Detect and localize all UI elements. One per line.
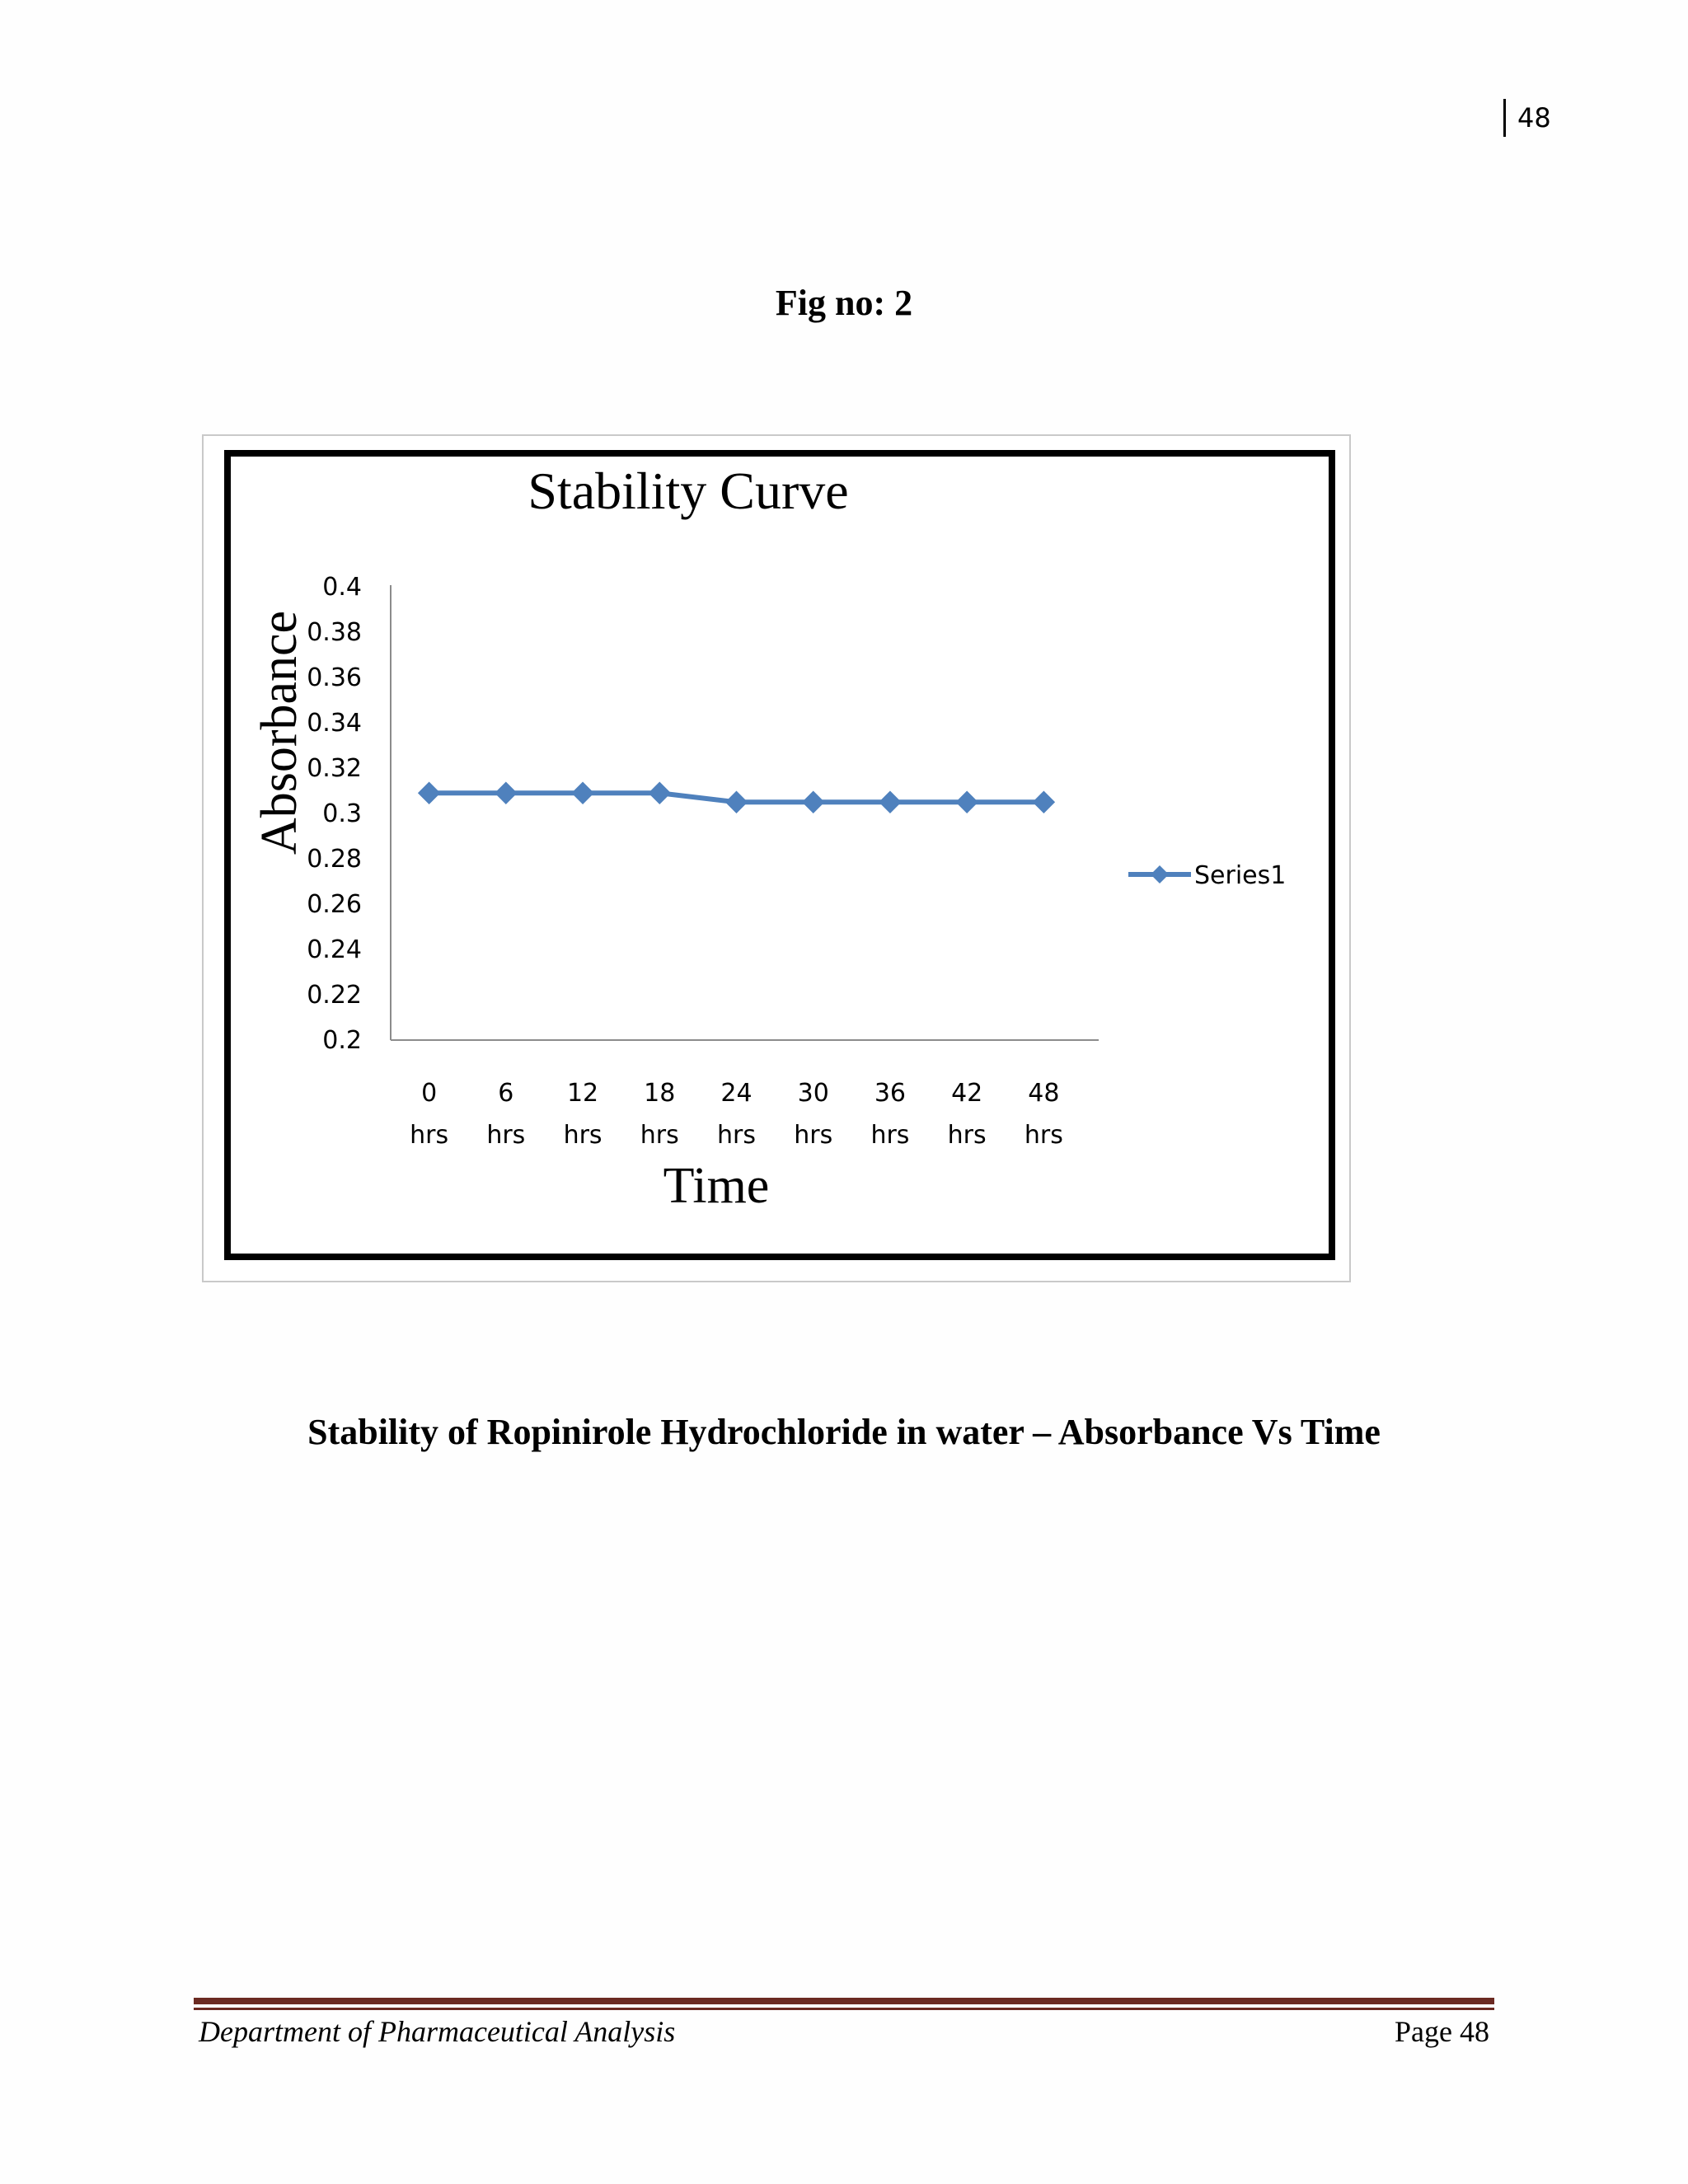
y-tick-label: 0.32 bbox=[307, 754, 362, 783]
x-tick-label: 12 hrs bbox=[563, 1079, 603, 1150]
x-tick-label: 48 hrs bbox=[1024, 1079, 1063, 1150]
footer-rule-thin bbox=[194, 2008, 1494, 2010]
footer-department: Department of Pharmaceutical Analysis bbox=[199, 2015, 676, 2048]
chart-frame bbox=[202, 434, 1351, 1282]
chart-title: Stability Curve bbox=[528, 462, 849, 520]
y-tick-label: 0.2 bbox=[322, 1026, 362, 1055]
y-tick-label: 0.28 bbox=[307, 845, 362, 874]
y-tick-label: 0.34 bbox=[307, 709, 362, 738]
x-tick-label: 24 hrs bbox=[717, 1079, 756, 1150]
y-tick-label: 0.4 bbox=[322, 573, 362, 602]
x-tick-label: 18 hrs bbox=[640, 1079, 679, 1150]
figure-caption: Stability of Ropinirole Hydrochloride in water – Absorbance Vs Time bbox=[307, 1412, 1381, 1452]
x-tick-label: 0 hrs bbox=[410, 1079, 449, 1150]
footer-page-label: Page 48 bbox=[1395, 2015, 1489, 2048]
y-tick-label: 0.38 bbox=[307, 618, 362, 647]
figure-label: Fig no: 2 bbox=[775, 283, 913, 323]
x-tick-label: 30 hrs bbox=[794, 1079, 833, 1150]
y-tick-label: 0.22 bbox=[307, 981, 362, 1010]
y-tick-label: 0.3 bbox=[322, 799, 362, 828]
y-tick-label: 0.24 bbox=[307, 935, 362, 964]
y-axis-title: Absorbance bbox=[251, 610, 307, 855]
header-page-number: 48 bbox=[1503, 99, 1551, 137]
x-tick-label: 42 hrs bbox=[947, 1079, 987, 1150]
chart-border bbox=[227, 453, 1332, 1257]
legend-label: Series1 bbox=[1194, 861, 1287, 890]
x-axis-title: Time bbox=[663, 1158, 770, 1214]
x-tick-label: 6 hrs bbox=[486, 1079, 526, 1150]
x-tick-label: 36 hrs bbox=[870, 1079, 910, 1150]
stability-chart bbox=[204, 436, 1349, 1281]
y-tick-label: 0.26 bbox=[307, 890, 362, 919]
footer-rule bbox=[194, 1998, 1494, 2004]
y-tick-label: 0.36 bbox=[307, 663, 362, 692]
